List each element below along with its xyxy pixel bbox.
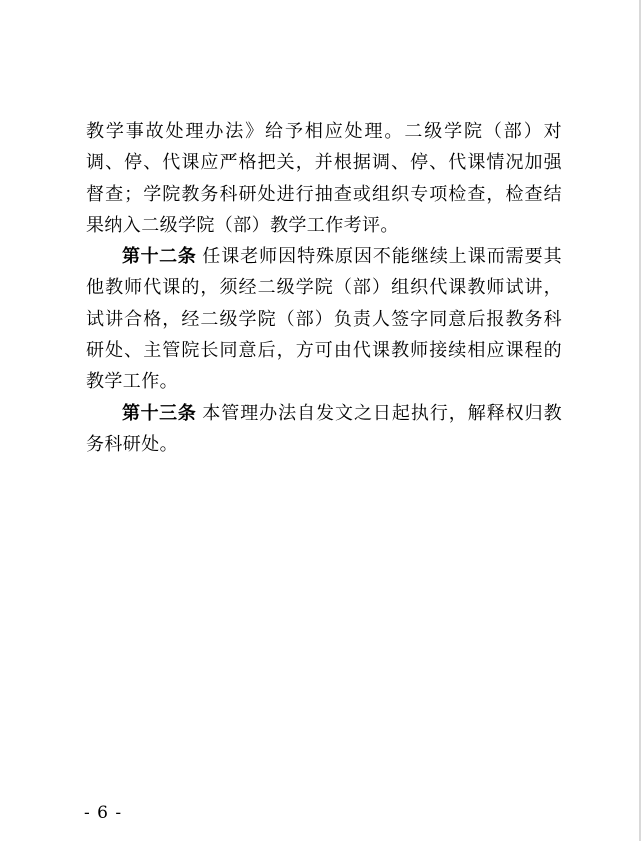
article-12-paragraph: [86, 241, 562, 397]
article-13-heading: 第十三条: [122, 402, 197, 424]
document-body: [86, 116, 562, 460]
paragraph-continuation: [86, 116, 562, 241]
paragraph-text: 教学事故处理办法》给予相应处理。二级学院（部）对调、停、代课应严格把关，并根据调、停、代课情况加强督查；学院教务科研处进行抽查或组织专项检查，检查结果纳入二级学院（部）教学工作考评。: [86, 121, 562, 236]
article-13-text: 本管理办法自发文之日起执行，解释权归教务科研处。: [86, 402, 563, 455]
page-number: - 6 -: [84, 803, 123, 823]
article-12-heading: 第十二条: [122, 246, 197, 268]
article-12-text: 任课老师因特殊原因不能继续上课而需要其他教师代课的，须经二级学院（部）组织代课教师试讲，试讲合格，经二级学院（部）负责人签字同意后报教务科研处、主管院长同意后，方可由代课教师接续相应课程的教学工作。: [86, 246, 563, 393]
article-13-paragraph: [86, 398, 562, 461]
